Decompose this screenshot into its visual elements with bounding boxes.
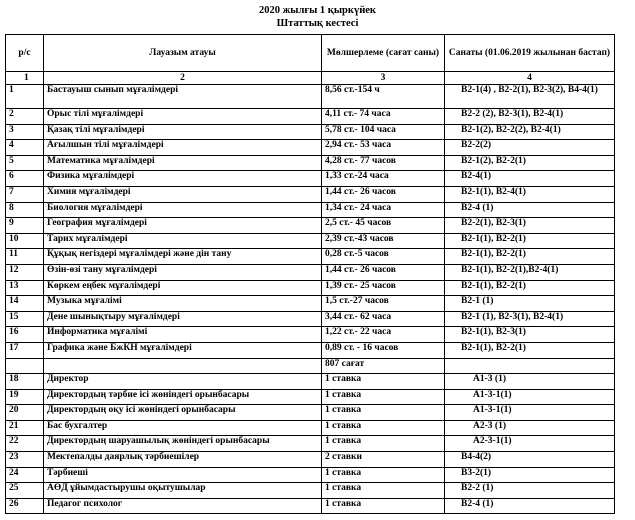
row-num-cell [6, 358, 44, 374]
row-category-cell: А2-3 (1) [445, 420, 615, 436]
row-num-cell: 9 [6, 218, 44, 234]
table-row [6, 452, 615, 468]
table-row [6, 140, 615, 156]
row-category-cell: В2-1 (1) [445, 296, 615, 312]
table-row [6, 264, 615, 280]
row-category-cell: В2-4(1) [445, 171, 615, 187]
row-category-cell: В2-1(1), В2-2(1) [445, 342, 615, 358]
row-num-cell: 21 [6, 420, 44, 436]
row-position-cell: Бас бухгалтер [44, 420, 322, 436]
row-position-cell: Биология мұғалімдері [44, 202, 322, 218]
row-num-cell: 24 [6, 467, 44, 483]
row-category-cell: А1-3-1(1) [445, 389, 615, 405]
row-amount-cell: 1 ставка [322, 420, 445, 436]
table-row [6, 483, 615, 499]
row-num-cell: 22 [6, 436, 44, 452]
row-amount-cell: 1 ставка [322, 498, 445, 514]
row-num-cell: 12 [6, 264, 44, 280]
row-category-cell: А1-3-1(1) [445, 405, 615, 421]
row-category-cell: В2-1(1), В2-4(1) [445, 186, 615, 202]
row-category-cell: В2-1(1), В2-2(1) [445, 233, 615, 249]
row-category-cell: В2-1(2), В2-2(1) [445, 155, 615, 171]
table-body [6, 85, 615, 514]
index-cell: 2 [44, 72, 322, 85]
row-amount-cell: 2,5 ст.- 45 часов [322, 218, 445, 234]
row-position-cell: География мұғалімдері [44, 218, 322, 234]
table-row [6, 233, 615, 249]
row-category-cell: В4-4(2) [445, 452, 615, 468]
row-num-cell: 26 [6, 498, 44, 514]
row-amount-cell: 1,33 ст.-24 часа [322, 171, 445, 187]
column-index-row [6, 72, 615, 85]
row-position-cell: Математика мұғалімдері [44, 155, 322, 171]
header-category: Санаты (01.06.2019 жылынан бастап) [445, 35, 615, 72]
row-position-cell: Ағылшын тілі мұғалімдері [44, 140, 322, 156]
row-amount-cell: 3,44 ст.- 62 часа [322, 311, 445, 327]
row-amount-cell: 2,94 ст.- 53 часа [322, 140, 445, 156]
table-row [6, 109, 615, 125]
table-row [6, 311, 615, 327]
row-num-cell: 15 [6, 311, 44, 327]
row-position-cell: Директордың тәрбие ісі жөніндегі орынбасары [44, 389, 322, 405]
row-num-cell: 3 [6, 124, 44, 140]
table-row [6, 389, 615, 405]
table-row [6, 296, 615, 312]
row-category-cell [445, 358, 615, 374]
row-num-cell: 8 [6, 202, 44, 218]
table-row [6, 124, 615, 140]
row-amount-cell: 1,44 ст.- 26 часов [322, 264, 445, 280]
index-cell: 1 [6, 72, 44, 85]
row-position-cell: Графика және БжКН мұғалімдері [44, 342, 322, 358]
row-position-cell: Музыка мұғалімі [44, 296, 322, 312]
row-amount-cell: 1 ставка [322, 436, 445, 452]
row-num-cell: 13 [6, 280, 44, 296]
row-position-cell [44, 358, 322, 374]
table-row [6, 342, 615, 358]
row-num-cell: 23 [6, 452, 44, 468]
row-position-cell: Физика мұғалімдері [44, 171, 322, 187]
row-position-cell: Қазақ тілі мұғалімдері [44, 124, 322, 140]
row-position-cell: Бастауыш сынып мұғалімдері [44, 85, 322, 109]
row-amount-cell: 1,34 ст.- 24 часа [322, 202, 445, 218]
row-category-cell: А1-3 (1) [445, 374, 615, 390]
row-amount-cell: 4,11 ст.- 74 часа [322, 109, 445, 125]
row-num-cell: 16 [6, 327, 44, 343]
row-category-cell: В2-2 (2), В2-3(1), В2-4(1) [445, 109, 615, 125]
document-subtitle: Штаттық кестесі [276, 18, 359, 29]
row-position-cell: Тәрбиеші [44, 467, 322, 483]
row-position-cell: Мектепалды даярлық тәрбиешілер [44, 452, 322, 468]
index-cell: 4 [445, 72, 615, 85]
row-num-cell: 19 [6, 389, 44, 405]
row-position-cell: Педагог психолог [44, 498, 322, 514]
row-position-cell: Құқық негіздері мұғалімдері және дін тану [44, 249, 322, 265]
row-num-cell: 10 [6, 233, 44, 249]
row-amount-cell: 5,78 ст.- 104 часа [322, 124, 445, 140]
row-category-cell: В2-2(2) [445, 140, 615, 156]
row-position-cell: АӨД ұйымдастырушы оқытушылар [44, 483, 322, 499]
row-position-cell: Өзін-өзі тану мұғалімдері [44, 264, 322, 280]
table-row [6, 186, 615, 202]
table-row [6, 467, 615, 483]
row-category-cell: В2-1(1), В2-2(1) [445, 280, 615, 296]
table-row [6, 405, 615, 421]
table-row [6, 436, 615, 452]
table-row [6, 155, 615, 171]
row-position-cell: Директор [44, 374, 322, 390]
row-num-cell: 20 [6, 405, 44, 421]
table-row [6, 171, 615, 187]
header-amount: Мөлшерлеме (сағат саны) [322, 35, 445, 72]
table-row [6, 374, 615, 390]
row-amount-cell: 4,28 ст.- 77 часов [322, 155, 445, 171]
row-num-cell: 5 [6, 155, 44, 171]
row-position-cell: Директордың шаруашылық жөніндегі орынбасары [44, 436, 322, 452]
row-num-cell: 6 [6, 171, 44, 187]
table-row [6, 218, 615, 234]
row-num-cell: 1 [6, 85, 44, 109]
row-amount-cell: 1 ставка [322, 467, 445, 483]
row-amount-cell: 1,44 ст.- 26 часов [322, 186, 445, 202]
row-num-cell: 25 [6, 483, 44, 499]
row-num-cell: 14 [6, 296, 44, 312]
row-amount-cell: 1 ставка [322, 374, 445, 390]
row-category-cell: В3-2(1) [445, 467, 615, 483]
row-num-cell: 11 [6, 249, 44, 265]
row-amount-cell: 1,5 ст.-27 часов [322, 296, 445, 312]
row-category-cell: В2-1(4) , В2-2(1), В2-3(2), В4-4(1) [445, 85, 615, 109]
row-num-cell: 7 [6, 186, 44, 202]
row-amount-cell: 0,28 ст.-5 часов [322, 249, 445, 265]
row-amount-cell: 1 ставка [322, 405, 445, 421]
row-position-cell: Дене шынықтыру мұғалімдері [44, 311, 322, 327]
table-row [6, 202, 615, 218]
row-category-cell: В2-1(1), В2-2(1),В2-4(1) [445, 264, 615, 280]
index-cell: 3 [322, 72, 445, 85]
row-category-cell: В2-4 (1) [445, 498, 615, 514]
row-amount-cell: 1,22 ст.- 22 часа [322, 327, 445, 343]
row-amount-cell: 2 ставки [322, 452, 445, 468]
table-row [6, 498, 615, 514]
row-position-cell: Информатика мұғалімі [44, 327, 322, 343]
row-category-cell: В2-1(1), В2-2(1) [445, 249, 615, 265]
table-row [6, 420, 615, 436]
row-amount-cell: 1,39 ст.- 25 часов [322, 280, 445, 296]
row-position-cell: Тарих мұғалімдері [44, 233, 322, 249]
staff-table [5, 34, 615, 514]
row-num-cell: 17 [6, 342, 44, 358]
row-amount-cell: 8,56 ст.-154 ч [322, 85, 445, 109]
header-position: Лауазым атауы [44, 35, 322, 72]
table-row [6, 358, 615, 374]
row-category-cell: В2-1(2), В2-2(2), В2-4(1) [445, 124, 615, 140]
table-row [6, 249, 615, 265]
table-row [6, 280, 615, 296]
row-amount-cell: 1 ставка [322, 483, 445, 499]
row-amount-cell: 0,89 ст. - 16 часов [322, 342, 445, 358]
row-amount-cell: 1 ставка [322, 389, 445, 405]
row-category-cell: В2-2 (1) [445, 483, 615, 499]
header-num: р/с [6, 35, 44, 72]
table-row [6, 85, 615, 109]
row-position-cell: Көркем еңбек мұғалімдері [44, 280, 322, 296]
row-position-cell: Орыс тілі мұғалімдері [44, 109, 322, 125]
row-category-cell: В2-1 (1), В2-3(1), В2-4(1) [445, 311, 615, 327]
document-title: 2020 жылғы 1 қыркүйек [259, 5, 376, 16]
row-category-cell: В2-2(1), В2-3(1) [445, 218, 615, 234]
row-amount-cell: 807 сағат [322, 358, 445, 374]
row-category-cell: В2-4 (1) [445, 202, 615, 218]
table-row [6, 327, 615, 343]
row-num-cell: 2 [6, 109, 44, 125]
row-position-cell: Директордың оқу ісі жөніндегі орынбасары [44, 405, 322, 421]
row-amount-cell: 2,39 ст.-43 часов [322, 233, 445, 249]
row-position-cell: Химия мұғалімдері [44, 186, 322, 202]
row-category-cell: В2-1(1), В2-3(1) [445, 327, 615, 343]
row-num-cell: 18 [6, 374, 44, 390]
table-header-row [6, 35, 615, 72]
row-num-cell: 4 [6, 140, 44, 156]
row-category-cell: А2-3-1(1) [445, 436, 615, 452]
